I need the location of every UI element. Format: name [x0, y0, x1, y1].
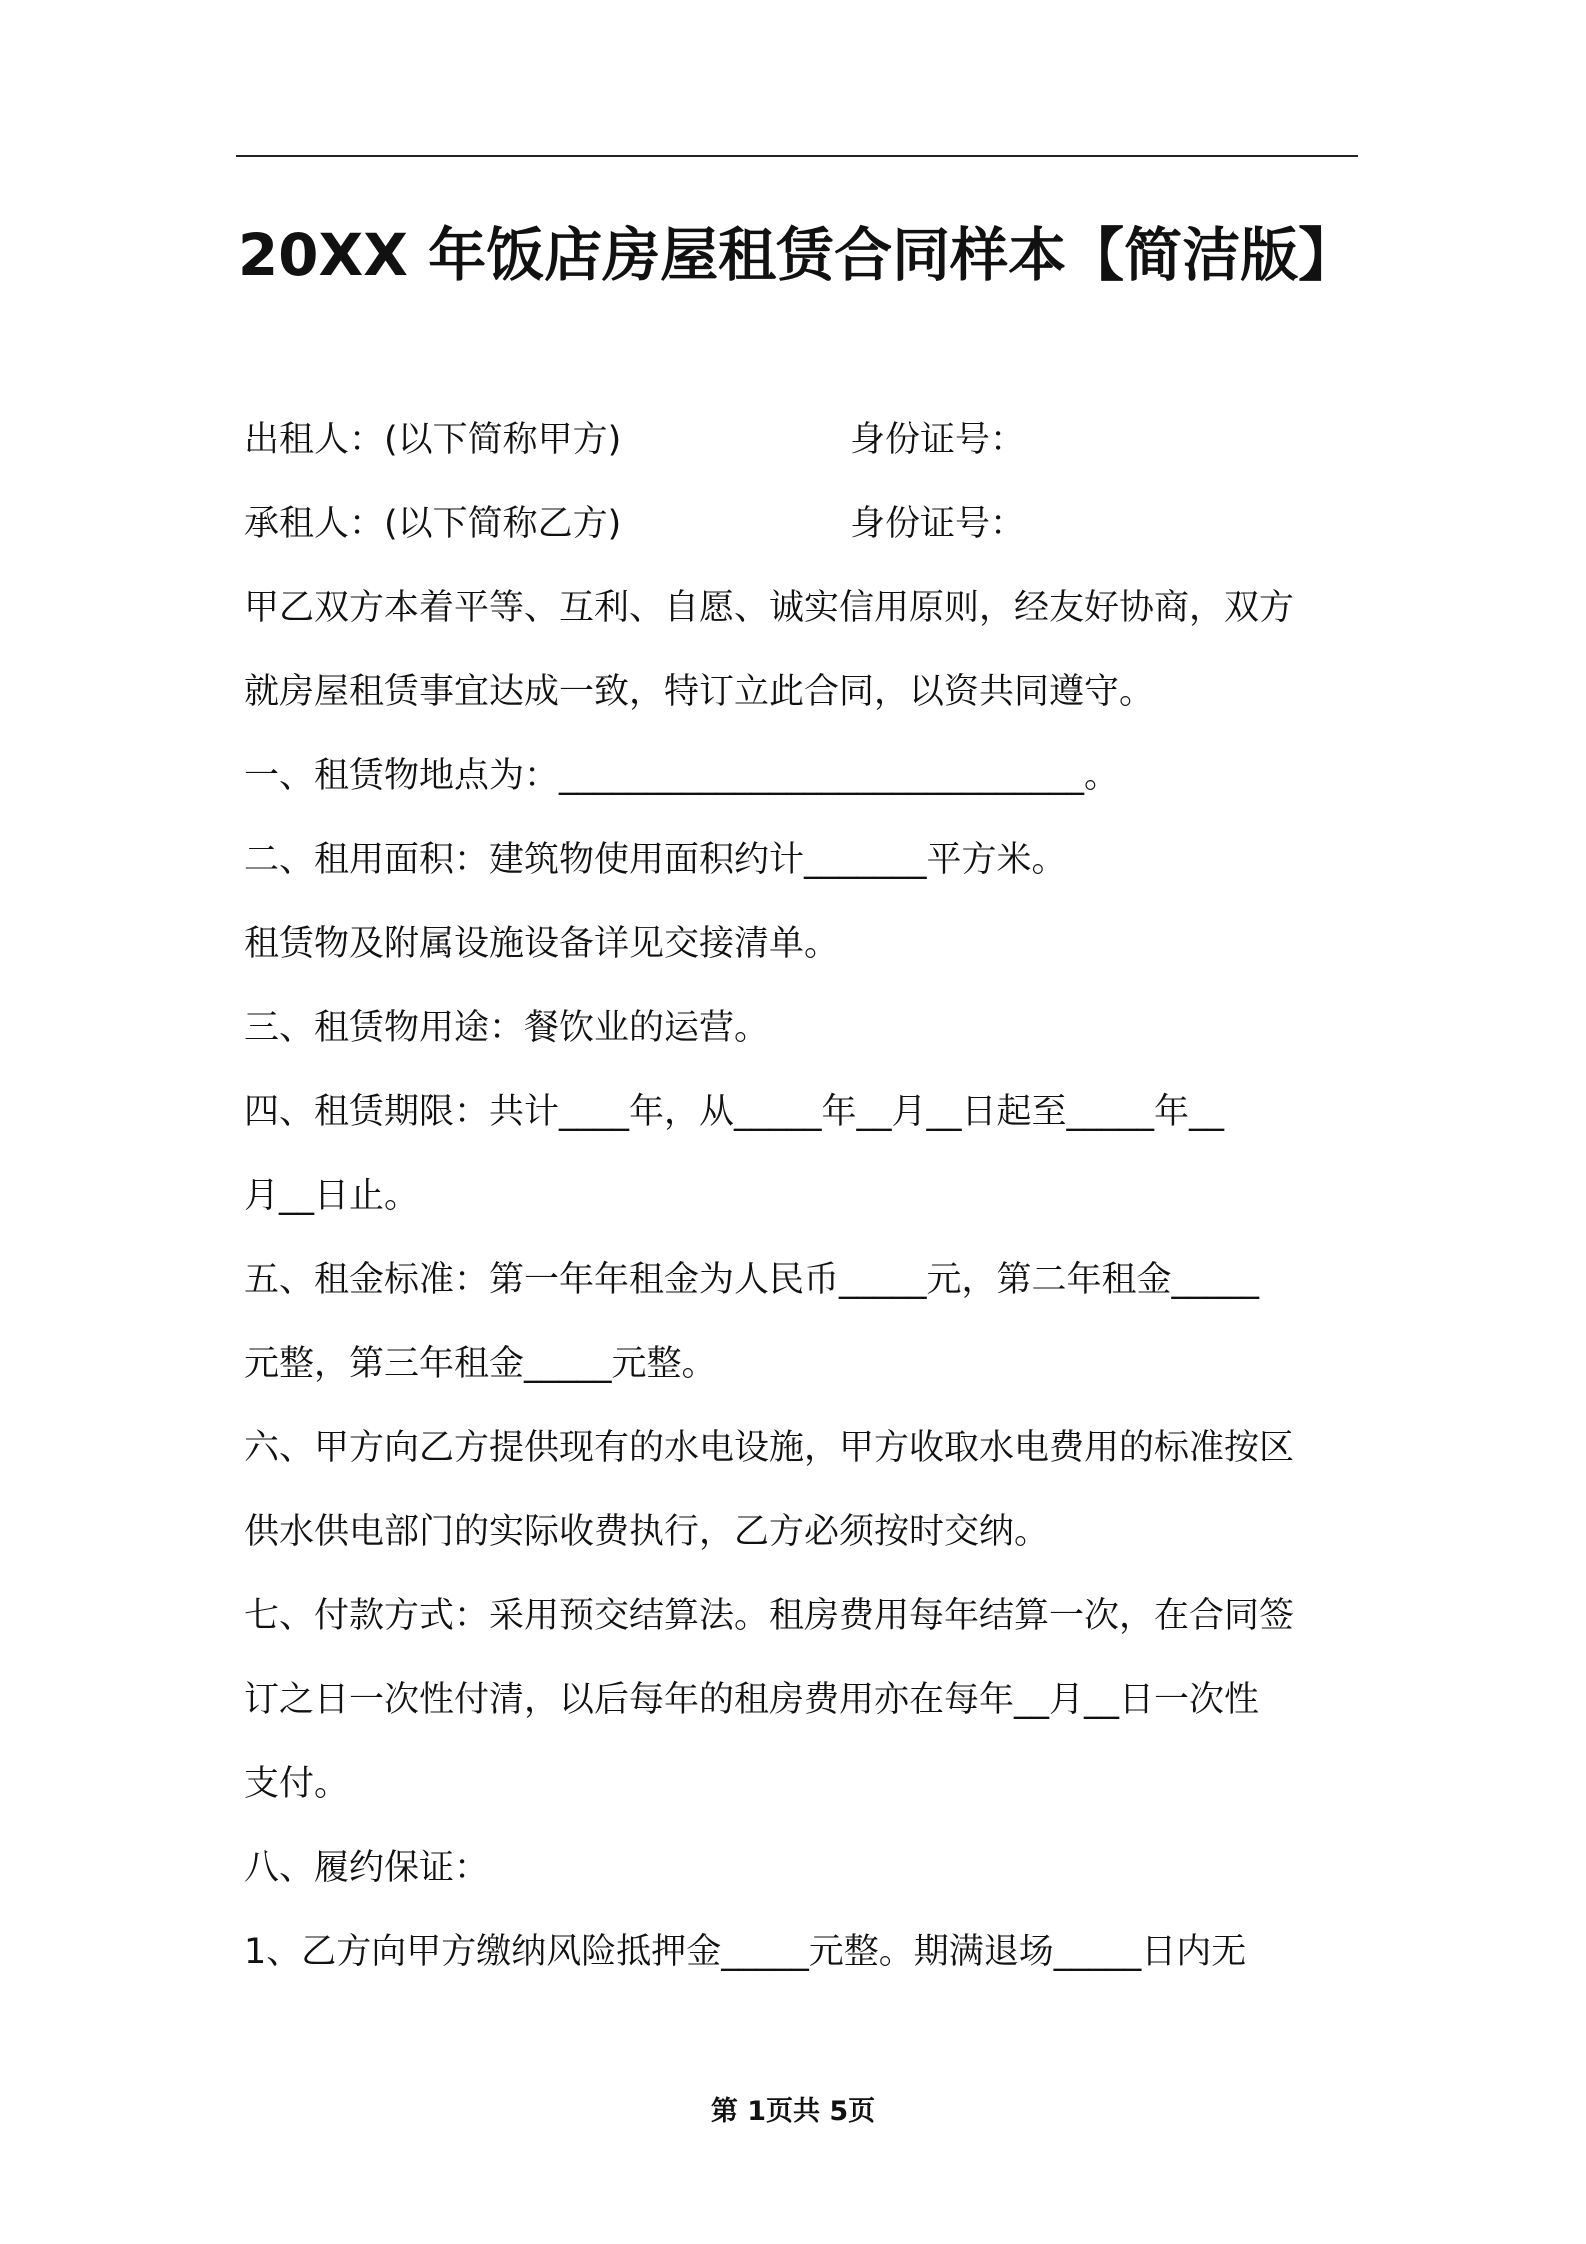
- header-rule: [236, 155, 1358, 157]
- text-line: 甲乙双方本着平等、互利、自愿、诚实信用原则，经友好协商，双方: [244, 588, 1295, 628]
- text-line: 供水供电部门的实际收费执行，乙方必须按时交纳。: [244, 1512, 1050, 1552]
- lessee-line: [244, 482, 1358, 566]
- page-number: 第 1页共 5页: [710, 2096, 876, 2127]
- text-line: 租赁物及附属设施设备详见交接清单。: [244, 924, 840, 964]
- clause-term: 四、租赁期限：共计____年，从_____年__月__日起至_____年__: [244, 1092, 1225, 1132]
- lessor-label: 出租人：(以下简称甲方): [244, 420, 622, 460]
- clause-purpose: 三、租赁物用途：餐饮业的运营。: [244, 1008, 770, 1048]
- lessee-label: 承租人：(以下简称乙方): [244, 504, 622, 544]
- text-line: 月__日止。: [244, 1176, 420, 1216]
- contract-body: [244, 398, 1358, 1994]
- text-line: 1、乙方向甲方缴纳风险抵押金_____元整。期满退场_____日内无: [244, 1932, 1247, 1972]
- document-title: 20XX 年饭店房屋租赁合同样本【简洁版】: [237, 221, 1357, 289]
- clause-utilities: 六、甲方向乙方提供现有的水电设施，甲方收取水电费用的标准按区: [244, 1428, 1295, 1468]
- clause-guarantee: 八、履约保证：: [244, 1848, 490, 1888]
- text-line: 支付。: [244, 1764, 350, 1804]
- text-line: 订之日一次性付清，以后每年的租房费用亦在每年__月__日一次性: [244, 1680, 1260, 1720]
- clause-rent: 五、租金标准：第一年年租金为人民币_____元，第二年租金_____: [244, 1260, 1260, 1300]
- clause-location: 一、租赁物地点为：______________________________。: [244, 756, 1120, 796]
- lessor-line: [244, 398, 1358, 482]
- text-line: 元整，第三年租金_____元整。: [244, 1344, 717, 1384]
- lessor-id-label: 身份证号：: [850, 420, 1026, 460]
- clause-payment: 七、付款方式：采用预交结算法。租房费用每年结算一次，在合同签: [244, 1596, 1295, 1636]
- lessee-id-label: 身份证号：: [850, 504, 1026, 544]
- text-line: 就房屋租赁事宜达成一致，特订立此合同，以资共同遵守。: [244, 672, 1155, 712]
- clause-area: 二、租用面积：建筑物使用面积约计_______平方米。: [244, 840, 1067, 880]
